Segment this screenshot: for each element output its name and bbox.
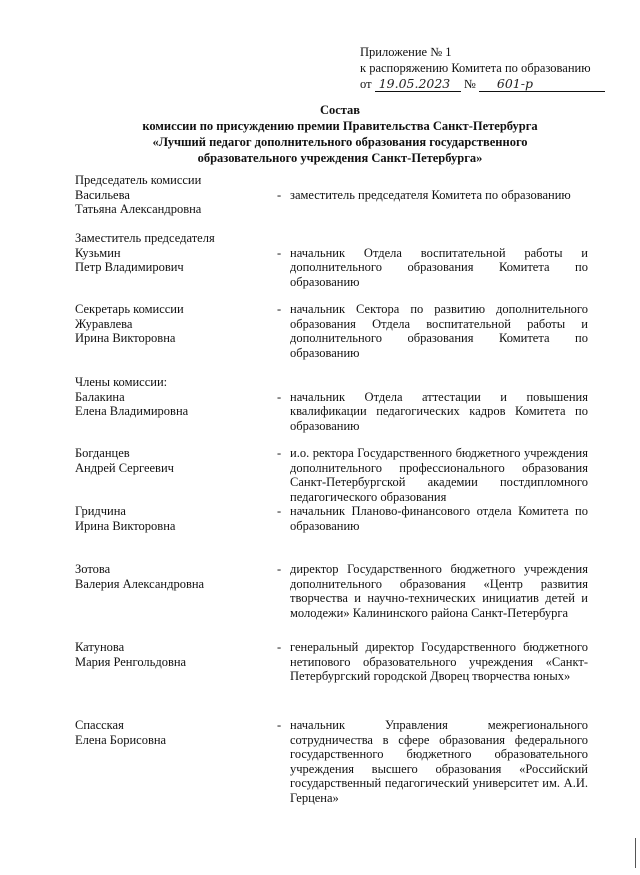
- separator-dash: -: [277, 187, 282, 202]
- scan-edge-mark: [635, 838, 636, 868]
- member-name-block: [75, 504, 255, 533]
- member-position: генеральный директор Государственного бюджетного нетипового образовательного учреждения «Санкт-Петербургский городской Дворец творчества юных»: [290, 640, 588, 683]
- annex-title: Приложение № 1: [360, 45, 452, 59]
- annex-reference: к распоряжению Комитета по образованию: [360, 61, 591, 75]
- title-line-3: «Лучший педагог дополнительного образования государственного: [152, 135, 528, 149]
- member-surname: Богданцев: [75, 446, 130, 460]
- separator-dash: -: [277, 504, 282, 518]
- members-heading: Члены комиссии:: [75, 375, 168, 389]
- member-position: начальник Управления межрегионального сотрудничества в сфере образования федерального государственного бюджетного образовательного учреждения высшего образования «Российский государственный педагогический университет им. А.И. Герцена»: [290, 718, 588, 805]
- member-name-block: [75, 231, 255, 275]
- member-given-names: Елена Борисовна: [75, 732, 167, 747]
- separator-dash: -: [277, 302, 282, 316]
- member-position: начальник Планово-финансового отдела Комитета по образованию: [290, 504, 588, 533]
- member-position: начальник Сектора по развитию дополнительного образования Отдела воспитательной работы и дополнительного образования Комитета по образованию: [290, 302, 588, 360]
- member-given-names: Мария Ренгольдовна: [75, 654, 187, 669]
- member-given-names: Валерия Александровна: [75, 576, 205, 591]
- separator-dash: -: [277, 446, 282, 460]
- member-name-block: [75, 718, 255, 747]
- separator-dash: -: [277, 718, 282, 732]
- member-position: директор Государственного бюджетного учреждения дополнительного образования «Центр развития творчества и научно-технических инициатив детей и молодежи» Калининского района Санкт-Петербурга: [290, 562, 588, 620]
- member-surname: Кузьмин: [75, 245, 121, 260]
- member-name-block: [75, 173, 255, 217]
- member-surname: Катунова: [75, 640, 125, 654]
- handwritten-number: 601-р: [479, 77, 605, 92]
- title-line-1: Состав: [319, 103, 361, 117]
- handwritten-date: 19.05.2023: [375, 77, 461, 92]
- separator-dash: -: [277, 640, 282, 654]
- title-line-2: комиссии по присуждению премии Правительства Санкт-Петербурга: [142, 119, 538, 133]
- member-surname: Зотова: [75, 562, 111, 576]
- annex-from-label: от: [360, 77, 372, 91]
- title-line-4: образовательного учреждения Санкт-Петербурга»: [197, 151, 483, 165]
- member-role: Заместитель председателя: [75, 231, 215, 245]
- member-given-names: Елена Владимировна: [75, 404, 189, 418]
- member-role: Председатель комиссии: [75, 173, 202, 187]
- member-surname: Гридчина: [75, 504, 126, 518]
- member-given-names: Андрей Сергеевич: [75, 460, 174, 475]
- annex-number-sign: №: [463, 77, 476, 91]
- member-name-block: [75, 375, 255, 419]
- member-surname: Спасская: [75, 718, 124, 732]
- member-given-names: Ирина Викторовна: [75, 331, 176, 345]
- member-position: начальник Отдела воспитательной работы и дополнительного образования Комитета по образованию: [290, 245, 588, 289]
- member-surname: Васильева: [75, 187, 130, 202]
- separator-dash: -: [277, 245, 282, 260]
- member-role: Секретарь комиссии: [75, 302, 184, 316]
- member-surname: Балакина: [75, 389, 125, 404]
- member-given-names: Петр Владимирович: [75, 260, 184, 274]
- member-surname: Журавлева: [75, 316, 133, 331]
- member-position: заместитель председателя Комитета по образованию: [290, 187, 571, 202]
- member-given-names: Ирина Викторовна: [75, 518, 176, 533]
- member-position: и.о. ректора Государственного бюджетного учреждения дополнительного профессионального образования Санкт-Петербургской академии постдипломного педагогического образования: [290, 446, 588, 504]
- member-given-names: Татьяна Александровна: [75, 202, 202, 216]
- member-name-block: [75, 302, 255, 346]
- member-name-block: [75, 562, 255, 591]
- member-name-block: [75, 446, 255, 475]
- member-position: начальник Отдела аттестации и повышения квалификации педагогических кадров Комитета по образованию: [290, 389, 588, 433]
- separator-dash: -: [277, 389, 282, 404]
- member-name-block: [75, 640, 255, 669]
- separator-dash: -: [277, 562, 282, 576]
